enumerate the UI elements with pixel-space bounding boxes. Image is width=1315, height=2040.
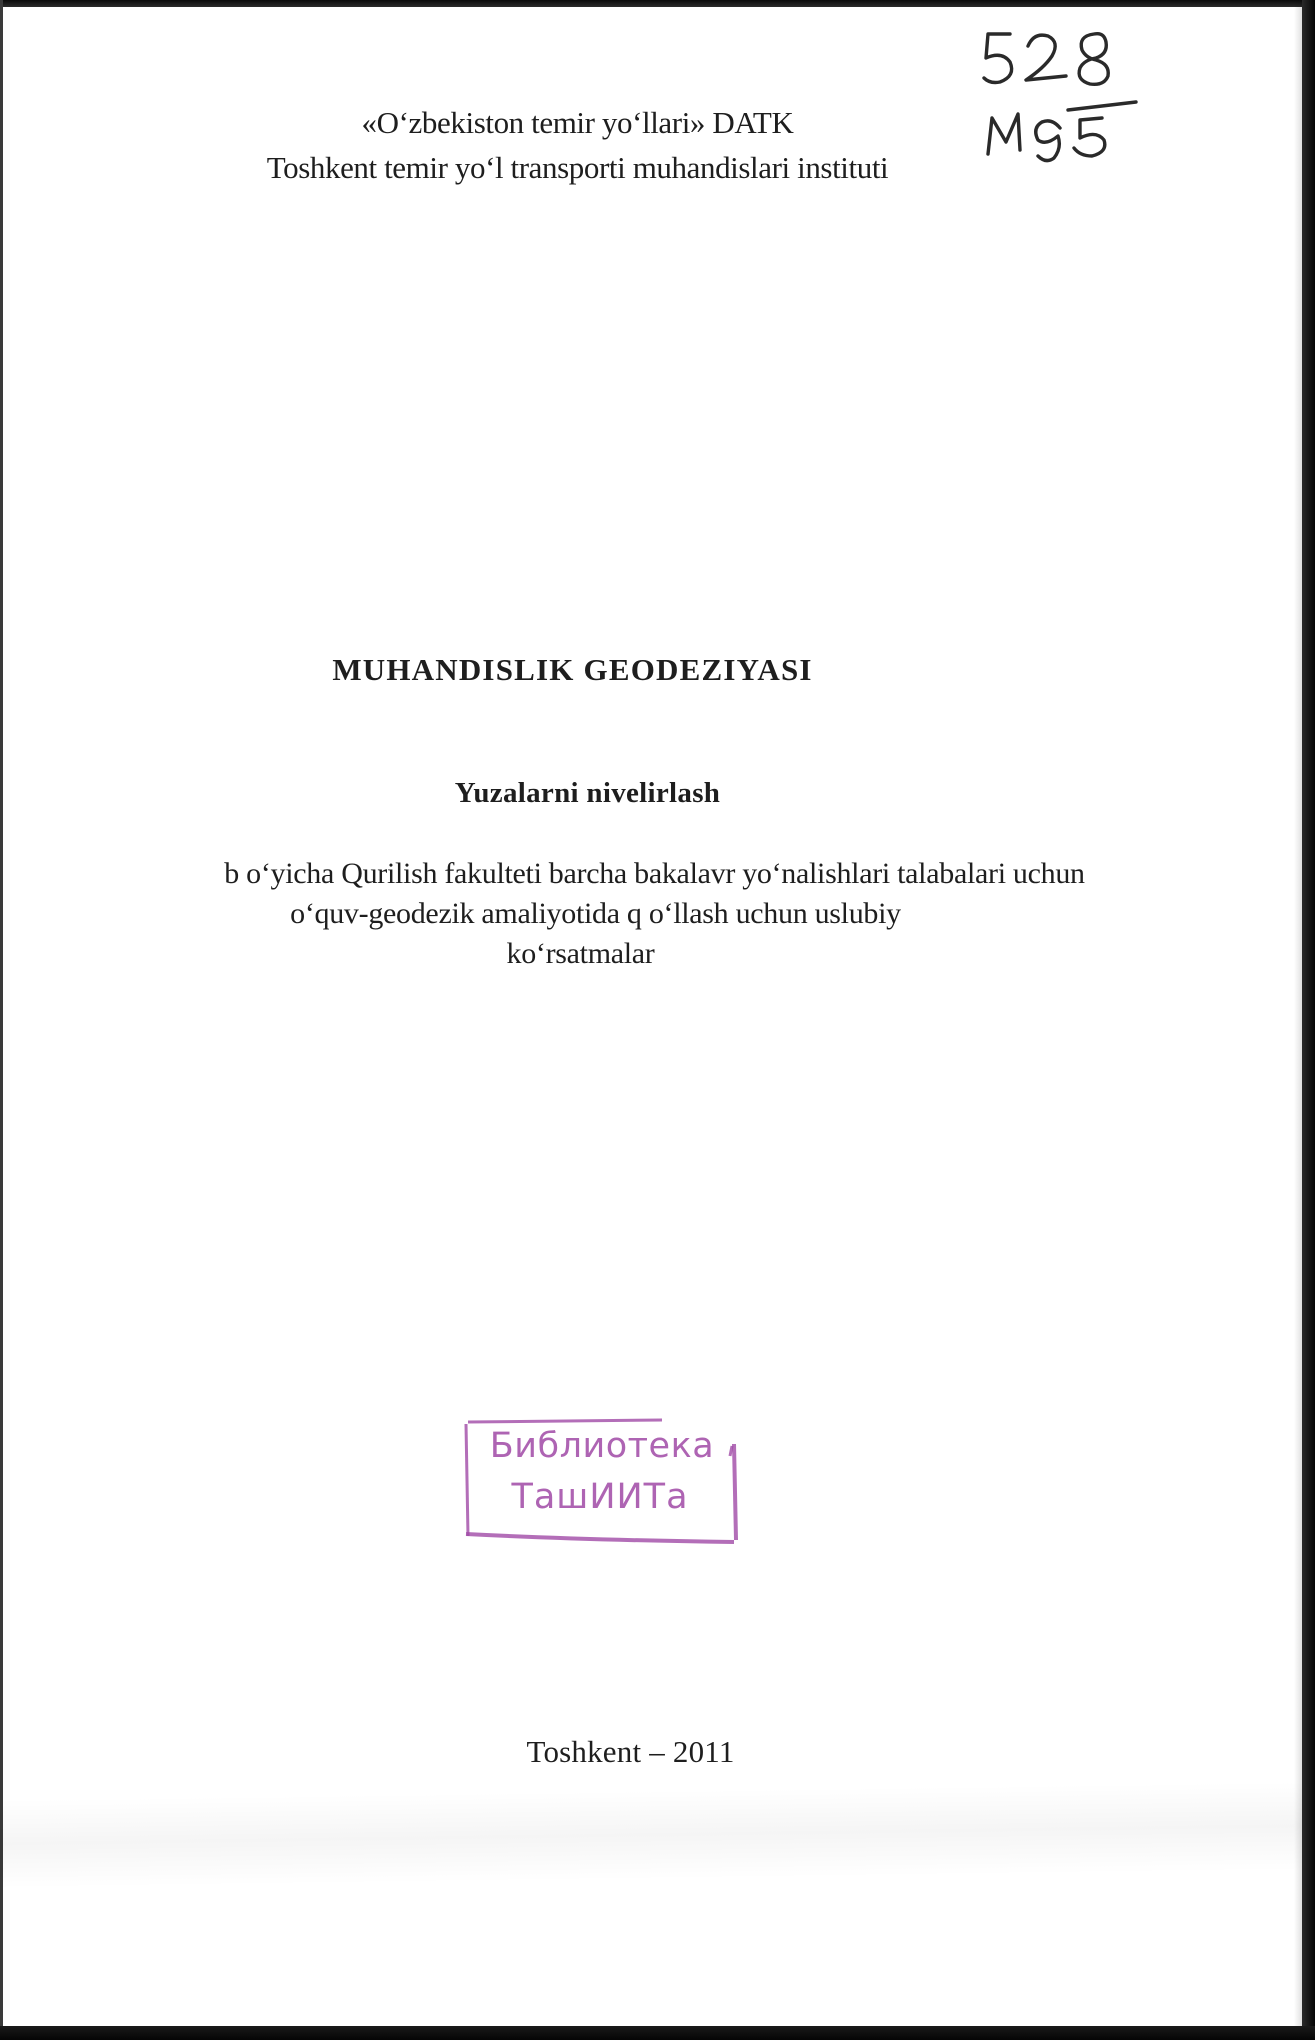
- organization-line-1: «O‘zbekiston temir yo‘llari» DATK: [361, 105, 794, 140]
- document-title: MUHANDISLIK GEODEZIYASI: [332, 652, 813, 687]
- library-stamp: [462, 1414, 742, 1544]
- shelf-mark-drawing: [968, 18, 1168, 178]
- description-line-2: o‘quv-geodezik amaliyotida q o‘llash uchun uslubiy: [290, 897, 901, 930]
- place-and-year: Toshkent – 2011: [526, 1734, 735, 1769]
- organization-line-2: Toshkent temir yo‘l transporti muhandislari instituti: [266, 150, 889, 185]
- description-line-3: ko‘rsatmalar: [506, 937, 655, 970]
- scan-edge-right: [1302, 0, 1315, 2040]
- stamp-line-1: Библиотека: [489, 1426, 715, 1466]
- scan-edge-bottom: [0, 2026, 1315, 2040]
- page-fold-shadow: [0, 1781, 1302, 1889]
- handwritten-shelf-mark: [968, 18, 1168, 178]
- page-shadow: [1294, 0, 1302, 2026]
- document-subtitle: Yuzalarni nivelirlash: [454, 777, 721, 809]
- description-line-1: b o‘yicha Qurilish fakulteti barcha bakalavr yo‘nalishlari talabalari uchun: [224, 857, 1085, 890]
- stamp-line-2: ТашИИТа: [511, 1477, 689, 1517]
- scan-edge-top: [0, 0, 1315, 7]
